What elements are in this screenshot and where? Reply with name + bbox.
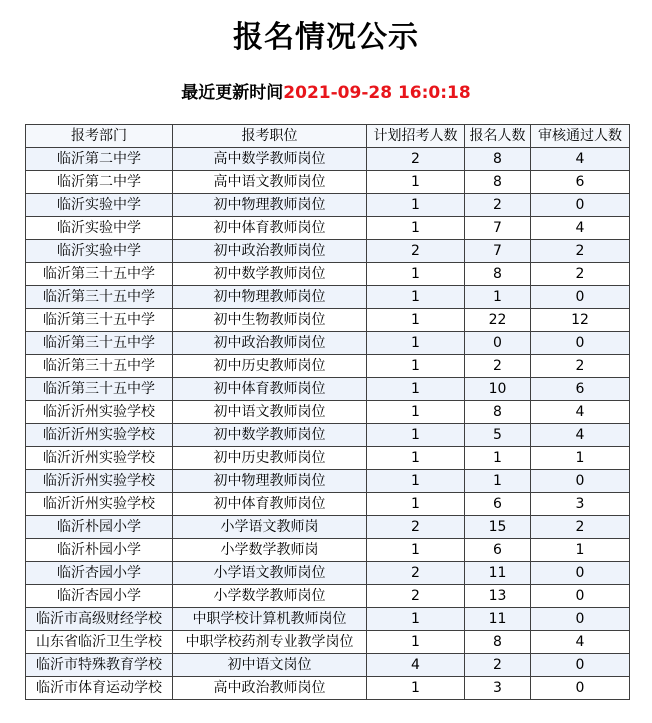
cell-position: 初中物理教师岗位 [173, 470, 367, 493]
cell-approved: 4 [531, 217, 630, 240]
cell-approved: 0 [531, 332, 630, 355]
cell-approved: 2 [531, 516, 630, 539]
table-row [26, 355, 630, 378]
cell-applicants: 5 [465, 424, 531, 447]
cell-planned: 1 [367, 355, 465, 378]
table-row [26, 654, 630, 677]
cell-position: 中职学校药剂专业教学岗位 [173, 631, 367, 654]
cell-planned: 1 [367, 263, 465, 286]
cell-position: 初中数学教师岗位 [173, 263, 367, 286]
cell-department: 临沂朴园小学 [26, 516, 173, 539]
cell-department: 临沂第三十五中学 [26, 378, 173, 401]
table-row [26, 470, 630, 493]
cell-approved: 2 [531, 240, 630, 263]
cell-position: 初中政治教师岗位 [173, 332, 367, 355]
header-planned: 计划招考人数 [367, 125, 465, 148]
cell-position: 小学数学教师岗位 [173, 585, 367, 608]
cell-planned: 1 [367, 493, 465, 516]
cell-approved: 4 [531, 424, 630, 447]
cell-applicants: 22 [465, 309, 531, 332]
cell-planned: 1 [367, 286, 465, 309]
cell-applicants: 1 [465, 447, 531, 470]
table-row [26, 677, 630, 700]
table-row [26, 401, 630, 424]
cell-department: 临沂第三十五中学 [26, 355, 173, 378]
cell-position: 小学数学教师岗 [173, 539, 367, 562]
table-row [26, 608, 630, 631]
cell-planned: 2 [367, 585, 465, 608]
cell-applicants: 8 [465, 171, 531, 194]
cell-department: 临沂沂州实验学校 [26, 470, 173, 493]
cell-approved: 4 [531, 148, 630, 171]
cell-applicants: 1 [465, 286, 531, 309]
last-updated-label: 最近更新时间 [181, 83, 284, 103]
cell-position: 初中物理教师岗位 [173, 194, 367, 217]
cell-department: 临沂实验中学 [26, 194, 173, 217]
cell-planned: 2 [367, 240, 465, 263]
cell-applicants: 7 [465, 217, 531, 240]
cell-planned: 1 [367, 677, 465, 700]
cell-planned: 1 [367, 470, 465, 493]
cell-department: 临沂第二中学 [26, 171, 173, 194]
cell-approved: 1 [531, 539, 630, 562]
cell-planned: 2 [367, 562, 465, 585]
cell-approved: 0 [531, 654, 630, 677]
cell-planned: 1 [367, 447, 465, 470]
cell-department: 临沂第三十五中学 [26, 309, 173, 332]
cell-applicants: 10 [465, 378, 531, 401]
table-row [26, 286, 630, 309]
cell-approved: 0 [531, 608, 630, 631]
table-row [26, 171, 630, 194]
cell-department: 山东省临沂卫生学校 [26, 631, 173, 654]
cell-position: 高中语文教师岗位 [173, 171, 367, 194]
cell-position: 初中历史教师岗位 [173, 447, 367, 470]
cell-approved: 0 [531, 194, 630, 217]
table-row [26, 585, 630, 608]
cell-planned: 1 [367, 217, 465, 240]
cell-approved: 3 [531, 493, 630, 516]
table-row [26, 562, 630, 585]
table-row [26, 148, 630, 171]
cell-approved: 2 [531, 263, 630, 286]
page-title: 报名情况公示 [233, 20, 419, 55]
cell-planned: 1 [367, 378, 465, 401]
cell-department: 临沂第三十五中学 [26, 332, 173, 355]
cell-approved: 0 [531, 286, 630, 309]
cell-planned: 4 [367, 654, 465, 677]
cell-applicants: 7 [465, 240, 531, 263]
cell-position: 高中数学教师岗位 [173, 148, 367, 171]
cell-applicants: 6 [465, 493, 531, 516]
cell-department: 临沂实验中学 [26, 240, 173, 263]
cell-department: 临沂第三十五中学 [26, 263, 173, 286]
cell-department: 临沂沂州实验学校 [26, 424, 173, 447]
cell-department: 临沂沂州实验学校 [26, 493, 173, 516]
table-row [26, 217, 630, 240]
table-header-row [26, 125, 630, 148]
table-row [26, 240, 630, 263]
cell-department: 临沂市高级财经学校 [26, 608, 173, 631]
cell-position: 初中语文教师岗位 [173, 401, 367, 424]
cell-department: 临沂杏园小学 [26, 585, 173, 608]
cell-planned: 1 [367, 194, 465, 217]
header-department: 报考部门 [26, 125, 173, 148]
cell-applicants: 11 [465, 562, 531, 585]
cell-applicants: 2 [465, 194, 531, 217]
cell-applicants: 11 [465, 608, 531, 631]
cell-applicants: 6 [465, 539, 531, 562]
cell-position: 初中体育教师岗位 [173, 493, 367, 516]
table-row [26, 309, 630, 332]
cell-position: 初中体育教师岗位 [173, 217, 367, 240]
cell-position: 初中生物教师岗位 [173, 309, 367, 332]
cell-position: 小学语文教师岗 [173, 516, 367, 539]
cell-approved: 1 [531, 447, 630, 470]
cell-department: 临沂沂州实验学校 [26, 401, 173, 424]
table-body [26, 148, 630, 700]
last-updated [0, 80, 652, 106]
cell-applicants: 2 [465, 355, 531, 378]
cell-position: 初中历史教师岗位 [173, 355, 367, 378]
cell-planned: 1 [367, 401, 465, 424]
cell-planned: 1 [367, 171, 465, 194]
table-row [26, 631, 630, 654]
cell-planned: 1 [367, 608, 465, 631]
table-row [26, 516, 630, 539]
cell-position: 小学语文教师岗位 [173, 562, 367, 585]
header-applicants: 报名人数 [465, 125, 531, 148]
cell-position: 中职学校计算机教师岗位 [173, 608, 367, 631]
table-row [26, 493, 630, 516]
cell-position: 初中语文岗位 [173, 654, 367, 677]
cell-applicants: 15 [465, 516, 531, 539]
header-approved: 审核通过人数 [531, 125, 630, 148]
cell-approved: 0 [531, 470, 630, 493]
cell-position: 初中政治教师岗位 [173, 240, 367, 263]
cell-planned: 1 [367, 309, 465, 332]
cell-applicants: 8 [465, 631, 531, 654]
registration-table [25, 124, 630, 700]
cell-department: 临沂杏园小学 [26, 562, 173, 585]
cell-approved: 0 [531, 585, 630, 608]
table-row [26, 447, 630, 470]
cell-approved: 4 [531, 401, 630, 424]
table-row [26, 539, 630, 562]
cell-planned: 1 [367, 424, 465, 447]
table-row [26, 378, 630, 401]
cell-applicants: 8 [465, 401, 531, 424]
cell-planned: 2 [367, 516, 465, 539]
cell-applicants: 2 [465, 654, 531, 677]
cell-applicants: 1 [465, 470, 531, 493]
cell-department: 临沂第三十五中学 [26, 286, 173, 309]
cell-position: 高中政治教师岗位 [173, 677, 367, 700]
cell-department: 临沂第二中学 [26, 148, 173, 171]
table-row [26, 263, 630, 286]
cell-position: 初中体育教师岗位 [173, 378, 367, 401]
cell-department: 临沂实验中学 [26, 217, 173, 240]
cell-approved: 12 [531, 309, 630, 332]
cell-applicants: 0 [465, 332, 531, 355]
cell-planned: 1 [367, 332, 465, 355]
header-position: 报考职位 [173, 125, 367, 148]
table-row [26, 332, 630, 355]
cell-department: 临沂市特殊教育学校 [26, 654, 173, 677]
cell-applicants: 8 [465, 148, 531, 171]
cell-approved: 0 [531, 677, 630, 700]
cell-planned: 2 [367, 148, 465, 171]
cell-applicants: 8 [465, 263, 531, 286]
cell-approved: 0 [531, 562, 630, 585]
cell-department: 临沂市体育运动学校 [26, 677, 173, 700]
table-row [26, 194, 630, 217]
cell-position: 初中物理教师岗位 [173, 286, 367, 309]
cell-department: 临沂沂州实验学校 [26, 447, 173, 470]
table-row [26, 424, 630, 447]
cell-planned: 1 [367, 539, 465, 562]
cell-approved: 2 [531, 355, 630, 378]
cell-position: 初中数学教师岗位 [173, 424, 367, 447]
cell-approved: 6 [531, 378, 630, 401]
cell-applicants: 3 [465, 677, 531, 700]
cell-planned: 1 [367, 631, 465, 654]
cell-department: 临沂朴园小学 [26, 539, 173, 562]
cell-approved: 4 [531, 631, 630, 654]
cell-applicants: 13 [465, 585, 531, 608]
cell-approved: 6 [531, 171, 630, 194]
last-updated-time: 2021-09-28 16:0:18 [283, 83, 471, 103]
